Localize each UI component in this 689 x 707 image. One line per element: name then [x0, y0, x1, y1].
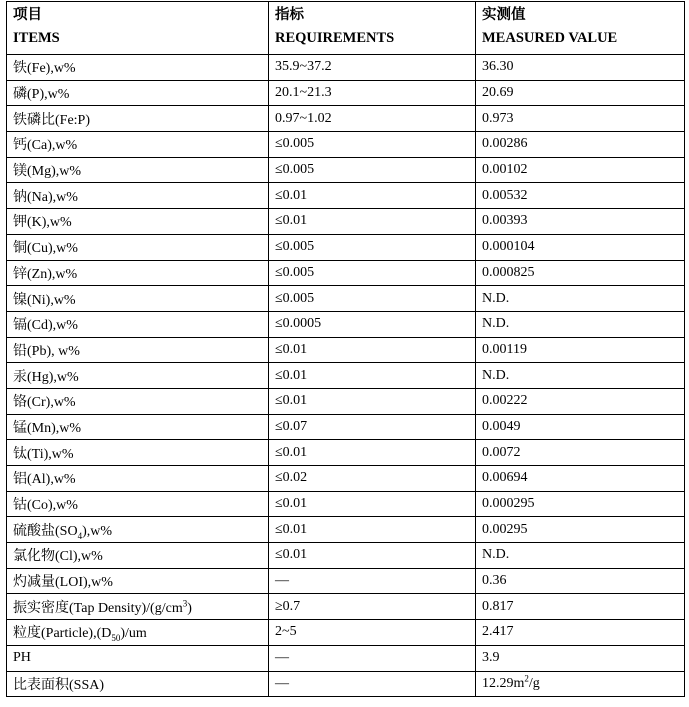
- table-row: [7, 594, 685, 620]
- requirement-cell: ≤0.005: [269, 286, 476, 312]
- measured-cell: N.D.: [476, 543, 685, 569]
- item-text: )/um: [120, 626, 147, 642]
- measured-cell: 0.00102: [476, 157, 685, 183]
- requirement-cell: ≤0.005: [269, 157, 476, 183]
- item-text: 硫酸盐(SO: [13, 523, 78, 539]
- header-items: [7, 2, 269, 55]
- requirement-cell: ≤0.01: [269, 543, 476, 569]
- item-cell: 比表面积(SSA): [7, 671, 269, 697]
- table-row: [7, 543, 685, 569]
- table-row: [7, 106, 685, 132]
- measured-cell: 0.00694: [476, 466, 685, 492]
- item-text: 粒度(Particle),(D: [13, 626, 112, 642]
- measured-cell: 3.9: [476, 645, 685, 671]
- requirement-cell: ≤0.005: [269, 234, 476, 260]
- item-cell: 锌(Zn),w%: [7, 260, 269, 286]
- header-requirements-cn: 指标: [275, 7, 304, 23]
- measured-cell: N.D.: [476, 286, 685, 312]
- item-cell: 铬(Cr),w%: [7, 388, 269, 414]
- item-cell: 磷(P),w%: [7, 80, 269, 106]
- specification-table: [6, 1, 685, 697]
- table-row: [7, 645, 685, 671]
- table-row: [7, 620, 685, 646]
- header-items-en: ITEMS: [13, 30, 60, 46]
- table-row: [7, 55, 685, 81]
- item-text: ): [187, 600, 192, 616]
- table-row: [7, 311, 685, 337]
- measured-text: 12.29m: [482, 675, 525, 691]
- table-row: [7, 234, 685, 260]
- table-row: [7, 132, 685, 158]
- item-cell: 镍(Ni),w%: [7, 286, 269, 312]
- table-row: [7, 671, 685, 697]
- item-cell: 镁(Mg),w%: [7, 157, 269, 183]
- table-row: [7, 157, 685, 183]
- requirement-cell: ≥0.7: [269, 594, 476, 620]
- measured-cell: N.D.: [476, 311, 685, 337]
- item-cell: 铁(Fe),w%: [7, 55, 269, 81]
- requirement-cell: 20.1~21.3: [269, 80, 476, 106]
- requirement-cell: ≤0.01: [269, 440, 476, 466]
- measured-cell: 0.00222: [476, 388, 685, 414]
- measured-cell: 0.817: [476, 594, 685, 620]
- item-cell: 铁磷比(Fe:P): [7, 106, 269, 132]
- requirement-cell: 2~5: [269, 620, 476, 646]
- measured-cell: 0.000295: [476, 491, 685, 517]
- table-row: [7, 260, 685, 286]
- requirement-cell: ≤0.0005: [269, 311, 476, 337]
- requirement-cell: ≤0.01: [269, 363, 476, 389]
- header-items-cn: 项目: [13, 7, 42, 23]
- item-cell: 铅(Pb), w%: [7, 337, 269, 363]
- measured-cell: 0.00295: [476, 517, 685, 543]
- measured-cell: 36.30: [476, 55, 685, 81]
- header-measured-cn: 实测值: [482, 7, 526, 23]
- item-cell: 铝(Al),w%: [7, 466, 269, 492]
- measured-cell: 0.00393: [476, 209, 685, 235]
- item-cell: 汞(Hg),w%: [7, 363, 269, 389]
- table-header-row: [7, 2, 685, 55]
- table-row: [7, 568, 685, 594]
- requirement-cell: ≤0.02: [269, 466, 476, 492]
- requirement-cell: ≤0.01: [269, 209, 476, 235]
- table-row: [7, 80, 685, 106]
- measured-cell: [476, 671, 685, 697]
- requirement-cell: ≤0.01: [269, 337, 476, 363]
- item-cell: 钙(Ca),w%: [7, 132, 269, 158]
- header-requirements-en: REQUIREMENTS: [275, 30, 395, 46]
- requirement-cell: ≤0.01: [269, 517, 476, 543]
- requirement-cell: ≤0.01: [269, 491, 476, 517]
- item-cell: 钛(Ti),w%: [7, 440, 269, 466]
- requirement-cell: —: [269, 671, 476, 697]
- table-row: [7, 388, 685, 414]
- item-cell: [7, 620, 269, 646]
- requirement-cell: ≤0.005: [269, 132, 476, 158]
- measured-cell: 0.0072: [476, 440, 685, 466]
- table-row: [7, 209, 685, 235]
- item-cell: [7, 594, 269, 620]
- measured-cell: 0.00532: [476, 183, 685, 209]
- item-cell: 钴(Co),w%: [7, 491, 269, 517]
- header-measured-value: [476, 2, 685, 55]
- measured-superscript: 2: [524, 673, 529, 684]
- measured-cell: 0.36: [476, 568, 685, 594]
- requirement-cell: ≤0.01: [269, 183, 476, 209]
- measured-cell: 0.00286: [476, 132, 685, 158]
- item-cell: 镉(Cd),w%: [7, 311, 269, 337]
- item-text: 振实密度(Tap Density)/(g/cm: [13, 600, 183, 616]
- table-row: [7, 517, 685, 543]
- table-row: [7, 286, 685, 312]
- requirement-cell: ≤0.005: [269, 260, 476, 286]
- header-requirements: [269, 2, 476, 55]
- table-row: [7, 440, 685, 466]
- measured-text: /g: [528, 675, 540, 691]
- item-cell: 锰(Mn),w%: [7, 414, 269, 440]
- requirement-cell: 35.9~37.2: [269, 55, 476, 81]
- requirement-cell: —: [269, 645, 476, 671]
- item-superscript: 3: [182, 598, 188, 609]
- requirement-cell: ≤0.07: [269, 414, 476, 440]
- measured-cell: 2.417: [476, 620, 685, 646]
- table-row: [7, 337, 685, 363]
- table-row: [7, 466, 685, 492]
- requirement-cell: —: [269, 568, 476, 594]
- item-cell: 钾(K),w%: [7, 209, 269, 235]
- requirement-cell: 0.97~1.02: [269, 106, 476, 132]
- item-cell: 铜(Cu),w%: [7, 234, 269, 260]
- item-cell: 氯化物(Cl),w%: [7, 543, 269, 569]
- item-cell: 灼减量(LOI),w%: [7, 568, 269, 594]
- item-subscript: 4: [77, 530, 83, 541]
- measured-cell: 0.000825: [476, 260, 685, 286]
- table-row: [7, 183, 685, 209]
- measured-cell: 20.69: [476, 80, 685, 106]
- measured-cell: 0.00119: [476, 337, 685, 363]
- measured-cell: 0.973: [476, 106, 685, 132]
- table-row: [7, 491, 685, 517]
- item-cell: 钠(Na),w%: [7, 183, 269, 209]
- table-row: [7, 363, 685, 389]
- measured-cell: 0.0049: [476, 414, 685, 440]
- item-cell: [7, 517, 269, 543]
- item-subscript: 50: [111, 633, 121, 644]
- measured-cell: 0.000104: [476, 234, 685, 260]
- measured-cell: N.D.: [476, 363, 685, 389]
- requirement-cell: ≤0.01: [269, 388, 476, 414]
- item-cell: PH: [7, 645, 269, 671]
- item-text: ),w%: [82, 523, 112, 539]
- table-row: [7, 414, 685, 440]
- header-measured-en: MEASURED VALUE: [482, 30, 618, 46]
